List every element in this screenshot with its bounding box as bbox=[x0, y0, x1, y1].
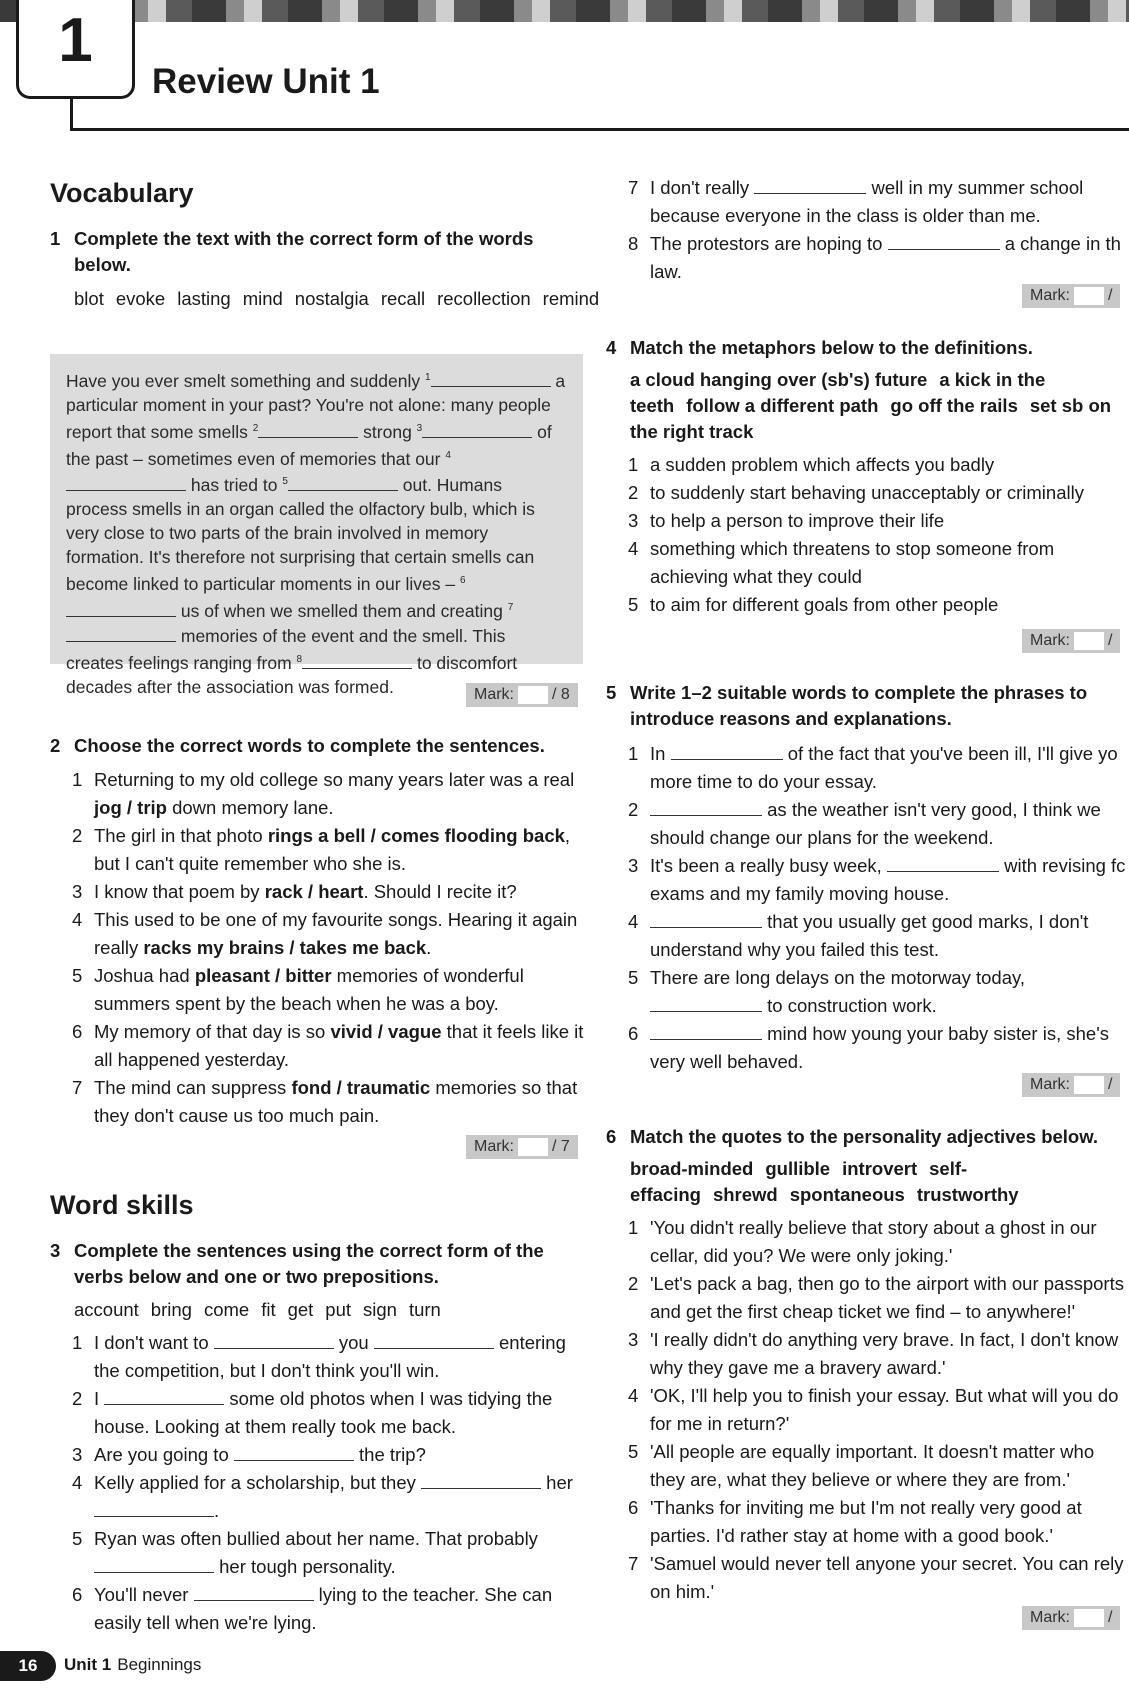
exercise-5-item: 5 There are long delays on the motorway today, to construction work. bbox=[628, 967, 1026, 1016]
exercise-3-item: 3 Are you going to the trip? bbox=[72, 1444, 426, 1465]
exercise-4-item: 3 to help a person to improve their life bbox=[628, 510, 945, 531]
unit-number-tab bbox=[16, 0, 135, 99]
answer-gap[interactable] bbox=[888, 231, 1000, 250]
exercise-3-instruction: 3 Complete the sentences using the correct form of the verbs below and one or two prepositions. bbox=[50, 1240, 544, 1287]
answer-gap[interactable] bbox=[754, 175, 866, 194]
answer-gap[interactable] bbox=[650, 797, 762, 816]
answer-gap[interactable] bbox=[194, 1582, 314, 1601]
exercise-2-item: 1 Returning to my old college so many years later was a real jog / trip down memory lane. bbox=[72, 769, 575, 818]
answer-gap[interactable] bbox=[887, 853, 999, 872]
exercise-6-item: 7 'Samuel would never tell anyone your secret. You can rely on him.' bbox=[628, 1553, 1124, 1602]
exercise-2-item: 2 The girl in that photo rings a bell / comes flooding back, but I can't quite remember who she is. bbox=[72, 825, 571, 874]
exercise-4-item: 1 a sudden problem which affects you badly bbox=[628, 454, 995, 475]
header-rule-vertical bbox=[70, 96, 73, 130]
exercise-5-mark: Mark: / bbox=[1022, 1073, 1120, 1097]
exercise-6-item: 3 'I really didn't do anything very brave. In fact, I don't know why they gave me a bravery award.' bbox=[628, 1329, 1119, 1378]
gap-1[interactable] bbox=[431, 368, 551, 387]
answer-gap[interactable] bbox=[94, 1498, 214, 1517]
exercise-1-word-bank: blot evoke lasting mind nostalgia recall recollection remind bbox=[74, 288, 600, 309]
exercise-4-metaphor-bank: a cloud hanging over (sb's) future a kick in the teeth follow a different path go off the rails set sb on the right track bbox=[630, 369, 1112, 442]
gap-2[interactable] bbox=[258, 419, 358, 438]
exercise-3-item: 7 I don't really well in my summer school because everyone in the class is older than me. bbox=[628, 177, 1084, 226]
exercise-1-mark: Mark: / 8 bbox=[466, 683, 578, 707]
exercise-6-item: 2 'Let's pack a bag, then go to the airport with our passports and get the first cheap ticket we find – to anywhere!' bbox=[628, 1273, 1124, 1322]
gap-3[interactable] bbox=[422, 419, 532, 438]
exercise-6-item: 5 'All people are equally important. It doesn't matter who they are, what they believe or where they are from.' bbox=[628, 1441, 1095, 1490]
exercise-2-mark: Mark: / 7 bbox=[466, 1135, 578, 1159]
exercise-4-instruction: 4 Match the metaphors below to the definitions. bbox=[606, 337, 1033, 358]
gap-7[interactable] bbox=[66, 623, 176, 642]
answer-gap[interactable] bbox=[421, 1470, 541, 1489]
mark-input[interactable] bbox=[1074, 287, 1104, 305]
gap-8[interactable] bbox=[302, 650, 412, 669]
answer-gap[interactable] bbox=[94, 1554, 214, 1573]
answer-gap[interactable] bbox=[650, 1021, 762, 1040]
exercise-2-item: 3 I know that poem by rack / heart. Should I recite it? bbox=[72, 881, 517, 902]
exercise-3-item: 8 The protestors are hoping to a change in th law. bbox=[628, 233, 1121, 282]
page-number: 16 bbox=[0, 1651, 56, 1681]
answer-gap[interactable] bbox=[104, 1386, 224, 1405]
gap-6[interactable] bbox=[66, 598, 176, 617]
exercise-2-item: 6 My memory of that day is so vivid / vague that it feels like it all happened yesterday. bbox=[72, 1021, 584, 1070]
header-rule bbox=[70, 128, 1129, 131]
exercise-4-mark: Mark: / bbox=[1022, 629, 1120, 653]
exercise-5-item: 6 mind how young your baby sister is, she's very well behaved. bbox=[628, 1023, 1109, 1072]
exercise-6-word-bank: broad-minded gullible introvert self-effacing shrewd spontaneous trustworthy bbox=[630, 1158, 1019, 1205]
answer-gap[interactable] bbox=[374, 1330, 494, 1349]
vocabulary-heading: Vocabulary bbox=[50, 178, 194, 208]
exercise-1-text-box: Have you ever smelt something and suddenly $^1$ a particular moment in your past? You're not alone: many people report that some smells $^2$ strong $^3$ of the past – sometimes even of memories that our $^4$ has tried to $^5$ out. Humans process smells in an organ called the olfactory bulb, which is very close to two parts of the brain involved in memory formation. It's therefore not surprising that certain smells can become linked to particular moments in our lives – $^6$ us of when we smelled them and creating $^7$ memories of the event and the smell. This creates feelings ranging from $^8$ to discomfort decades after the association was formed. bbox=[50, 354, 583, 664]
exercise-3-item: 4 Kelly applied for a scholarship, but they her . bbox=[72, 1472, 573, 1521]
exercise-3-item: 6 You'll never lying to the teacher. She can easily tell when we're lying. bbox=[72, 1584, 553, 1633]
exercise-2-instruction: 2 Choose the correct words to complete the sentences. bbox=[50, 735, 545, 756]
top-decorative-band bbox=[0, 0, 1129, 22]
exercise-2-item: 7 The mind can suppress fond / traumatic memories so that they don't cause us too much pain. bbox=[72, 1077, 578, 1126]
mark-input[interactable] bbox=[518, 1138, 548, 1156]
mark-input[interactable] bbox=[1074, 1076, 1104, 1094]
exercise-6-item: 1 'You didn't really believe that story about a ghost in our cellar, did you? We were only joking.' bbox=[628, 1217, 1097, 1266]
answer-gap[interactable] bbox=[650, 993, 762, 1012]
exercise-4-item: 4 something which threatens to stop someone from achieving what they could bbox=[628, 538, 1055, 587]
mark-input[interactable] bbox=[1074, 1609, 1104, 1627]
gap-4[interactable] bbox=[66, 472, 186, 491]
exercise-4-item: 2 to suddenly start behaving unacceptably or criminally bbox=[628, 482, 1084, 503]
answer-gap[interactable] bbox=[671, 741, 783, 760]
exercise-5-item: 4 that you usually get good marks, I don't understand why you failed this test. bbox=[628, 911, 1089, 960]
exercise-1-instruction: 1 Complete the text with the correct form of the words below. bbox=[50, 228, 534, 275]
exercise-3-mark: Mark: / bbox=[1022, 284, 1120, 308]
exercise-6-instruction: 6 Match the quotes to the personality adjectives below. bbox=[606, 1126, 1099, 1147]
exercise-3-item: 1 I don't want to you entering the competition, but I don't think you'll win. bbox=[72, 1332, 566, 1381]
footer-unit-title: Unit 1 Beginnings bbox=[64, 1655, 202, 1674]
exercise-6-item: 4 'OK, I'll help you to finish your essay. But what will you do for me in return?' bbox=[628, 1385, 1119, 1434]
word-skills-heading: Word skills bbox=[50, 1190, 194, 1220]
mark-input[interactable] bbox=[518, 686, 548, 704]
gap-5[interactable] bbox=[288, 472, 398, 491]
exercise-6-mark: Mark: / bbox=[1022, 1606, 1120, 1630]
answer-gap[interactable] bbox=[234, 1442, 354, 1461]
exercise-3-item: 2 I some old photos when I was tidying the house. Looking at them really took me back. bbox=[72, 1388, 553, 1437]
exercise-5-instruction: 5 Write 1–2 suitable words to complete the phrases to introduce reasons and explanations. bbox=[606, 682, 1088, 729]
answer-gap[interactable] bbox=[214, 1330, 334, 1349]
answer-gap[interactable] bbox=[650, 909, 762, 928]
unit-number: 1 bbox=[58, 6, 93, 75]
exercise-3-item: 5 Ryan was often bullied about her name. That probably her tough personality. bbox=[72, 1528, 538, 1577]
exercise-5-item: 2 as the weather isn't very good, I think we should change our plans for the weekend. bbox=[628, 799, 1101, 848]
exercise-4-item: 5 to aim for different goals from other people bbox=[628, 594, 999, 615]
mark-input[interactable] bbox=[1074, 632, 1104, 650]
exercise-2-item: 5 Joshua had pleasant / bitter memories of wonderful summers spent by the beach when he was a boy. bbox=[72, 965, 524, 1014]
page-title: Review Unit 1 bbox=[152, 62, 380, 101]
exercise-3-word-bank: account bring come fit get put sign turn bbox=[74, 1299, 441, 1320]
exercise-5-item: 1 In of the fact that you've been ill, I'll give yo more time to do your essay. bbox=[628, 743, 1118, 792]
exercise-2-item: 4 This used to be one of my favourite songs. Hearing it again really racks my brains / takes me back. bbox=[72, 909, 578, 958]
exercise-5-item: 3 It's been a really busy week, with revising fc exams and my family moving house. bbox=[628, 855, 1126, 904]
exercise-6-item: 6 'Thanks for inviting me but I'm not really very good at parties. I'd rather stay at home with a good book.' bbox=[628, 1497, 1082, 1546]
